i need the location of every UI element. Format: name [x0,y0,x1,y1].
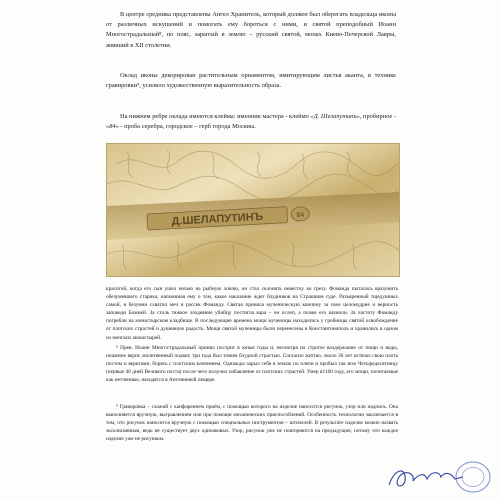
paragraph-3 [106,112,396,132]
signature-and-stamp [385,455,495,495]
hallmark-photo [106,143,400,277]
assay-mark: «84» [106,123,119,131]
paragraph-2: Оклад иконы декорирован растительным орнаментом, имитирующим листья аканта, в технике гравировки⁹, усилило художественную выразительность образа. [106,72,396,90]
footnote-continuation: красотой, когда его сын ушел ночью на рыбную ловлю, он стал склонять невестку ко греху. Фомаида пыталась вразумить обезумевшего старика, напоминая ему о том, какое наказание ждет блудников на Страшном суде. Разъяренный тщедушных самой, в безумии схватил меч и рассек Фомаиду. Святая приняла мученическую кончину за свое целомудрие и верность заповеди Божией. За столь тяжкое злодеяние убийцу постигла кара – он ослеп, а позже его казнили. За частоту Фомаиду погребли на монастырском кладбище. В последующие времена мощи мученицы находились у гробницы святой освобождение от плотских страстей и душевную радость. Мощи святой мученицы были перенесены в Константинополь и хранились в одном из женских монастырей. [106,286,398,341]
master-mark: «Д. Шелапутинъ» [310,113,360,120]
paragraph-1: В центре средника представлены Ангел Хранитель, который должен был оберегать владельца иконы от различных искушений и помогать ему бороться с ними, и святой преподобный Иоанн Многострадальный⁸, по пояс, зарытый в землю – русский святой, монах Киево-Печерской Лавры, живший в XII столетии. [106,11,396,49]
assay-stamp-text: 84 [296,211,305,220]
paragraph-3-end: - проба серебра, городское – герб города Москвы. [120,123,256,131]
footnote-9: ⁹ Гравировка – схожий с канфарением приём, с помощью которого на изделие наносится рисунок, узор или надпись. Она выполняется вручную, выгравлением или при помощи механических приспособлений. Особенность технологии заключается в том, что рисунок наносится вручную с помощью специальных инструментов – штихелей. В результате изделие можно назвать эксклюзивным, ведь не существует двух одинаковых. Узор, рисунок уже не повторяются на предыдущие, потому что каждое изделие уже не рисунком. [106,404,398,443]
hallmark-stamp-text: Д.ШЕЛАПУТИНЪ [171,210,264,228]
paragraph-3-start: На нижнем ребре оклада имеются клейма: именник мастера - клеймо [120,113,309,120]
paragraph-3-mid: , пробирное - [359,113,396,120]
footnote-8: ⁸ Прев. Иоанн Многострадальный принял постриг в юные годы и, несмотря на строгое воздержание от пищи и воды, ношение вериг, молитвенный подвиг, три года был томим блудной страстью. Согласно житию, около 30 лет истязал свою плоть постом и веригами, борясь с плотским влечением. Однажды зарыл себя в землю по плечи и пробыл так всю Четыредесятницу (первые 40 дней Великого поста) после чего получил избавление от плотских страстей. Умер в1160 году, его мощи, почитаемые как нетленные, находятся в Антониевой пещере. [106,345,398,384]
